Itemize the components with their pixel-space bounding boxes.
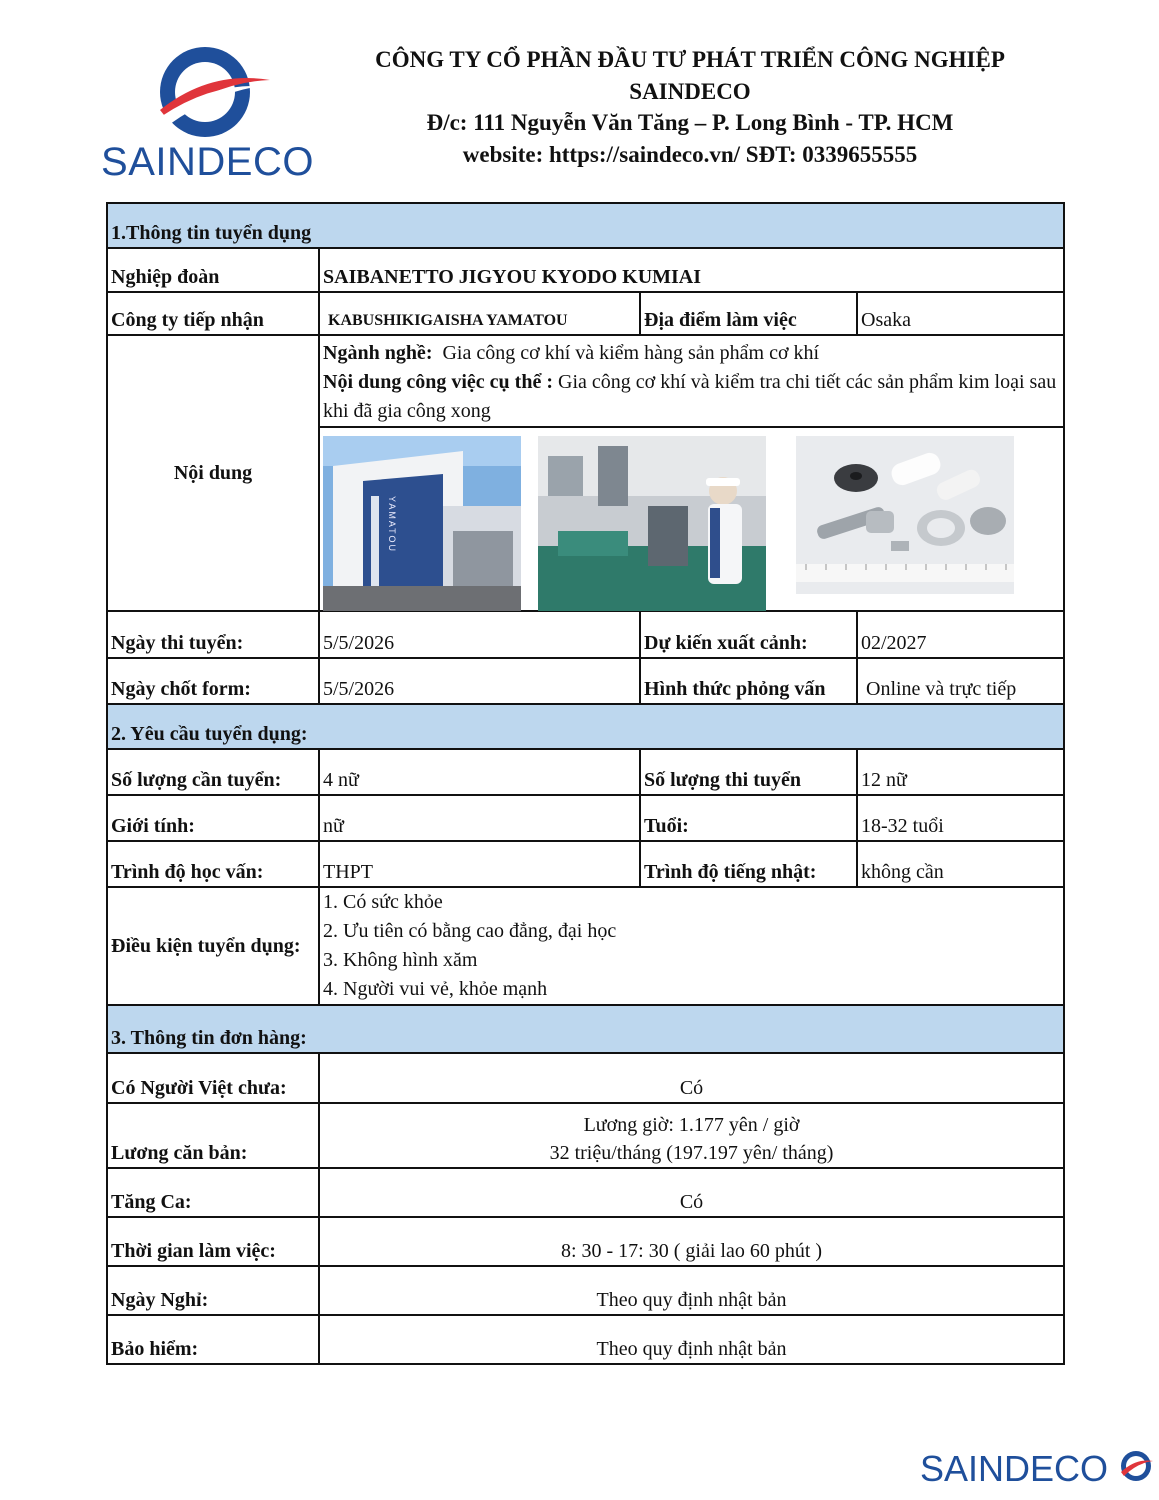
- exam-quantity-label: Số lượng thi tuyển: [640, 749, 857, 795]
- company-row: [107, 292, 1064, 335]
- location-label: Địa điểm làm việc: [640, 292, 857, 335]
- salary-label: Lương căn bản:: [107, 1103, 319, 1168]
- interview-label: Hình thức phỏng vấn: [640, 658, 857, 704]
- footer-logo-mark-icon: [1118, 1448, 1154, 1484]
- conditions-label: Điều kiện tuyển dụng:: [107, 887, 319, 1005]
- overtime-row: [107, 1168, 1064, 1217]
- japanese-label: Trình độ tiếng nhật:: [640, 841, 857, 887]
- holiday-row: [107, 1266, 1064, 1315]
- document-header: [0, 0, 1159, 200]
- education-value: THPT: [319, 841, 640, 887]
- location-value: Osaka: [857, 292, 1064, 335]
- form-close-value: 5/5/2026: [319, 658, 640, 704]
- company-label: Công ty tiếp nhận: [107, 292, 319, 335]
- company-name: CÔNG TY CỔ PHẦN ĐẦU TƯ PHÁT TRIỂN CÔNG NGHIỆP: [375, 47, 1005, 72]
- holiday-label: Ngày Nghỉ:: [107, 1266, 319, 1315]
- exam-date-value: 5/5/2026: [319, 611, 640, 658]
- company-info: [330, 44, 1050, 170]
- factory-building-image: [323, 436, 521, 611]
- workshop-image: [538, 436, 766, 611]
- gender-value: nữ: [319, 795, 640, 841]
- gender-label: Giới tính:: [107, 795, 319, 841]
- salary-value: [319, 1103, 1064, 1168]
- overtime-value: Có: [319, 1168, 1064, 1217]
- overtime-label: Tăng Ca:: [107, 1168, 319, 1217]
- job-detail-value: Gia công cơ khí và kiểm tra chi tiết các sản phẩm kim loại sau khi đã gia công xong: [323, 371, 1057, 422]
- job-detail-label: Nội dung công việc cụ thể :: [323, 371, 553, 393]
- condition-item: 1. Có sức khỏe: [323, 891, 443, 913]
- interview-value: Online và trực tiếp: [857, 658, 1064, 704]
- salary-hourly: Lương giờ: 1.177 yên / giờ: [583, 1114, 800, 1136]
- condition-item: 4. Người vui vẻ, khỏe mạnh: [323, 978, 548, 1000]
- holiday-value: Theo quy định nhật bản: [319, 1266, 1064, 1315]
- salary-row: [107, 1103, 1064, 1168]
- japanese-value: không cần: [857, 841, 1064, 887]
- section2-header: [107, 704, 1064, 749]
- section3-title: 3. Thông tin đơn hàng:: [107, 1005, 1064, 1053]
- departure-value: 02/2027: [857, 611, 1064, 658]
- industry-value: Gia công cơ khí và kiểm hàng sản phẩm cơ khí: [442, 342, 820, 364]
- building-sign: YAMATOU: [387, 496, 397, 554]
- saindeco-logo: [100, 40, 315, 190]
- insurance-label: Bảo hiểm:: [107, 1315, 319, 1364]
- exam-quantity-value: 12 nữ: [857, 749, 1064, 795]
- recruitment-table: [106, 202, 1065, 1365]
- section1-title: 1.Thông tin tuyển dụng: [107, 203, 1064, 248]
- company-contact: website: https://saindeco.vn/ SĐT: 0339655555: [462, 141, 918, 167]
- footer-logo-text: SAINDECO: [920, 1448, 1109, 1489]
- age-value: 18-32 tuổi: [857, 795, 1064, 841]
- company-address: Đ/c: 111 Nguyễn Văn Tăng – P. Long Bình - TP. HCM: [426, 110, 954, 135]
- condition-item: 2. Ưu tiên có bằng cao đẳng, đại học: [323, 920, 617, 942]
- logo-mark-icon: [100, 40, 315, 140]
- quantity-label: Số lượng cần tuyển:: [107, 749, 319, 795]
- departure-label: Dự kiến xuất cảnh:: [640, 611, 857, 658]
- exam-date-label: Ngày thi tuyển:: [107, 611, 319, 658]
- conditions-row: [107, 887, 1064, 1005]
- vietnamese-label: Có Người Việt chưa:: [107, 1053, 319, 1103]
- insurance-value: Theo quy định nhật bản: [319, 1315, 1064, 1364]
- union-label: Nghiệp đoàn: [107, 248, 319, 292]
- age-label: Tuổi:: [640, 795, 857, 841]
- industry-label: Ngành nghề:: [323, 342, 433, 364]
- footer-logo: [920, 1448, 1155, 1498]
- conditions-list: [319, 887, 1064, 1005]
- images-cell: [319, 427, 1064, 611]
- metal-parts-image: [796, 436, 1014, 594]
- hours-label: Thời gian làm việc:: [107, 1217, 319, 1266]
- content-label: Nội dung: [107, 335, 319, 611]
- job-description: [319, 335, 1064, 427]
- gender-row: [107, 795, 1064, 841]
- section3-header: [107, 1005, 1064, 1053]
- hours-value: 8: 30 - 17: 30 ( giải lao 60 phút ): [319, 1217, 1064, 1266]
- education-row: [107, 841, 1064, 887]
- exam-date-row: [107, 611, 1064, 658]
- insurance-row: [107, 1315, 1064, 1364]
- quantity-row: [107, 749, 1064, 795]
- quantity-value: 4 nữ: [319, 749, 640, 795]
- vietnamese-row: [107, 1053, 1064, 1103]
- section2-title: 2. Yêu cầu tuyển dụng:: [107, 704, 1064, 749]
- education-label: Trình độ học vấn:: [107, 841, 319, 887]
- logo-text: SAINDECO: [101, 140, 314, 184]
- vietnamese-value: Có: [319, 1053, 1064, 1103]
- job-description-row: [107, 335, 1064, 427]
- form-close-label: Ngày chốt form:: [107, 658, 319, 704]
- form-close-row: [107, 658, 1064, 704]
- union-value: SAIBANETTO JIGYOU KYODO KUMIAI: [319, 248, 1064, 292]
- union-row: [107, 248, 1064, 292]
- company-value: KABUSHIKIGAISHA YAMATOU: [319, 292, 640, 335]
- hours-row: [107, 1217, 1064, 1266]
- section1-header: [107, 203, 1064, 248]
- condition-item: 3. Không hình xăm: [323, 949, 478, 971]
- company-short-name: SAINDECO: [629, 78, 751, 104]
- salary-monthly: 32 triệu/tháng (197.197 yên/ tháng): [549, 1142, 834, 1164]
